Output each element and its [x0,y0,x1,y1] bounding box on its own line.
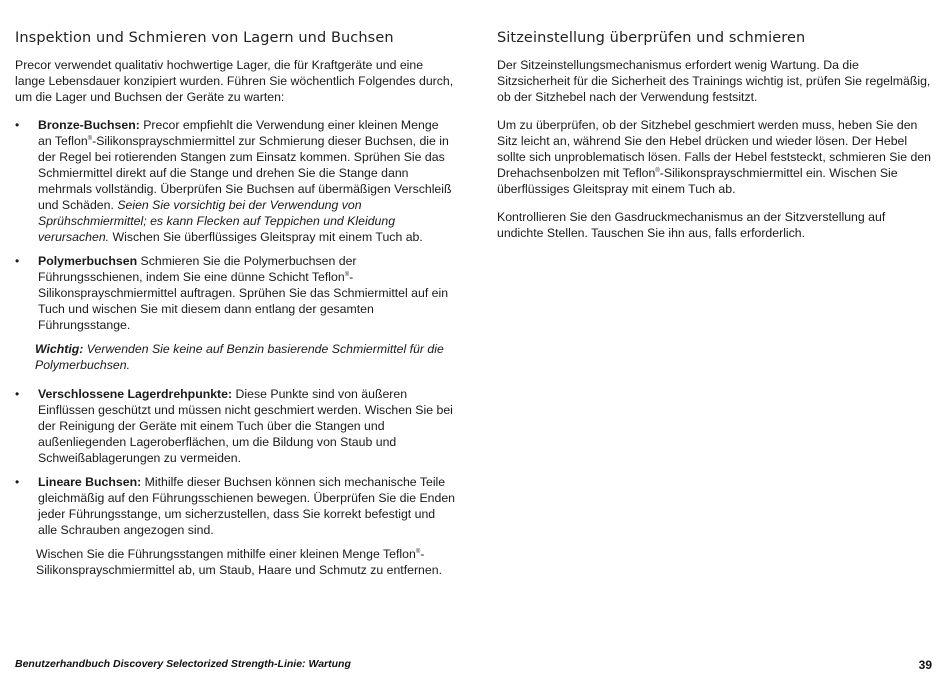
trademark: ® [415,549,421,555]
trademark: ® [655,168,660,174]
right-column [497,28,932,253]
bullet-icon: • [15,387,20,401]
list-item-polymer: • Polymerbuchsen Schmieren Sie die Polymerbuchsen der Führungsschienen, indem Sie eine dünne Schicht Teflon®-Silikonsprayschmiermittel auftragen. Sprühen Sie das Schmiermittel auf ein Tuch und wischen Sie mit diesem dann entlang der gesamten Führungsstange. [15,254,449,332]
list-item-linear-bushings: • Lineare Buchsen: Mithilfe dieser Buchsen können sich mechanische Teile gleichmäßig auf den Führungsschienen bewegen. Überprüfen Sie die Enden jeder Führungsstange, um sicherzustellen, dass Sie korrekt befestigt und alle Schrauben angezogen sind. [15,475,456,537]
caution-text: Seien Sie vorsichtig bei der Verwendung von Sprühschmiermittel; es kann Flecken auf Teppichen und Kleidung verursachen. [38,198,396,244]
trademark: ® [87,136,93,142]
intro-paragraph: Precor verwendet qualitativ hochwertige Lager, die für Kraftgeräte und eine lange Lebensdauer konzipiert wurden. Führen Sie wöchentlich Folgendes durch, um die Lager und Buchsen der Geräte zu warten: [15,58,454,104]
list-item-bronze: • Bronze-Buchsen: Precor empfiehlt die Verwendung einer kleinen Menge an Teflon®-Silikonsprayschmiermittel zur Schmierung dieser Buchsen, die in der Regel bei rotierenden Stangen zum Einsatz kommen. Sprühen Sie das Schmiermittel direkt auf die Stange und drehen Sie die Stange dann mehrmals vollständig. Überprüfen Sie Buchsen auf übermäßigen Verschleiß und Schäden. Seien Sie vorsichtig bei der Verwendung von Sprühschmiermittel; es kann Flecken auf Teppichen und Kleidung verursachen. Wischen Sie überflüssiges Gleitspray mit einem Tuch ab. [15,118,452,244]
left-column [15,28,455,590]
bullet-icon: • [15,475,20,489]
footer-title: Benutzerhandbuch Discovery Selectorized Strength-Linie: Wartung [15,658,351,670]
maintenance-list [15,117,455,333]
section-heading-seat: Sitzeinstellung überprüfen und schmieren [497,30,806,46]
list-item-sealed-pivots: • Verschlossene Lagerdrehpunkte: Diese Punkte sind von äußeren Einflüssen geschützt und müssen nicht geschmiert werden. Wischen Sie bei der Reinigung der Geräte mit einem Tuch über die Stangen und außenliegenden Lageroberflächen, um die Bildung von Staub und Schweißablagerungen zu vermeiden. [15,387,453,465]
seat-paragraph-1: Der Sitzeinstellungsmechanismus erfordert wenig Wartung. Da die Sitzsicherheit für die Sicherheit des Trainings wichtig ist, prüfen Sie regelmäßig, ob der Sitzhebel nach der Verwendung festsitzt. [497,58,931,104]
maintenance-list-2 [15,386,455,538]
bullet-icon: • [15,118,20,132]
page-footer [15,658,932,670]
closing-paragraph: Wischen Sie die Führungsstangen mithilfe einer kleinen Menge Teflon®-Silikonsprayschmiermittel ab, um Staub, Haare und Schmutz zu entfernen. [36,547,442,577]
page-number: 39 [918,658,932,672]
seat-paragraph-3: Kontrollieren Sie den Gasdruckmechanismus an der Sitzverstellung auf undichte Stellen. Tauschen Sie ihn aus, falls erforderlich. [497,210,886,240]
seat-paragraph-2: Um zu überprüfen, ob der Sitzhebel geschmiert werden muss, heben Sie den Sitz leicht an, während Sie den Hebel drücken und wieder lösen. Der Hebel sollte sich unproblematisch lösen. Falls der Hebel feststeckt, schmieren Sie den Drehachsenbolzen mit Teflon®-Silikonsprayschmiermittel ein. Wischen Sie überflüssiges Gleitspray mit einem Tuch ab. [497,118,932,196]
term-linear-bushings: Lineare Buchsen: [38,475,142,489]
section-heading-bearings: Inspektion und Schmieren von Lagern und Buchsen [15,30,394,46]
trademark: ® [344,272,350,278]
term-sealed-pivots: Verschlossene Lagerdrehpunkte: [38,387,233,401]
note-label: Wichtig: [35,342,84,356]
bullet-icon: • [15,254,20,268]
important-note: Wichtig: Verwenden Sie keine auf Benzin basierende Schmiermittel für die Polymerbuchsen. [35,342,444,372]
term-bronze: Bronze-Buchsen: [38,118,140,132]
term-polymer: Polymerbuchsen [38,254,138,268]
